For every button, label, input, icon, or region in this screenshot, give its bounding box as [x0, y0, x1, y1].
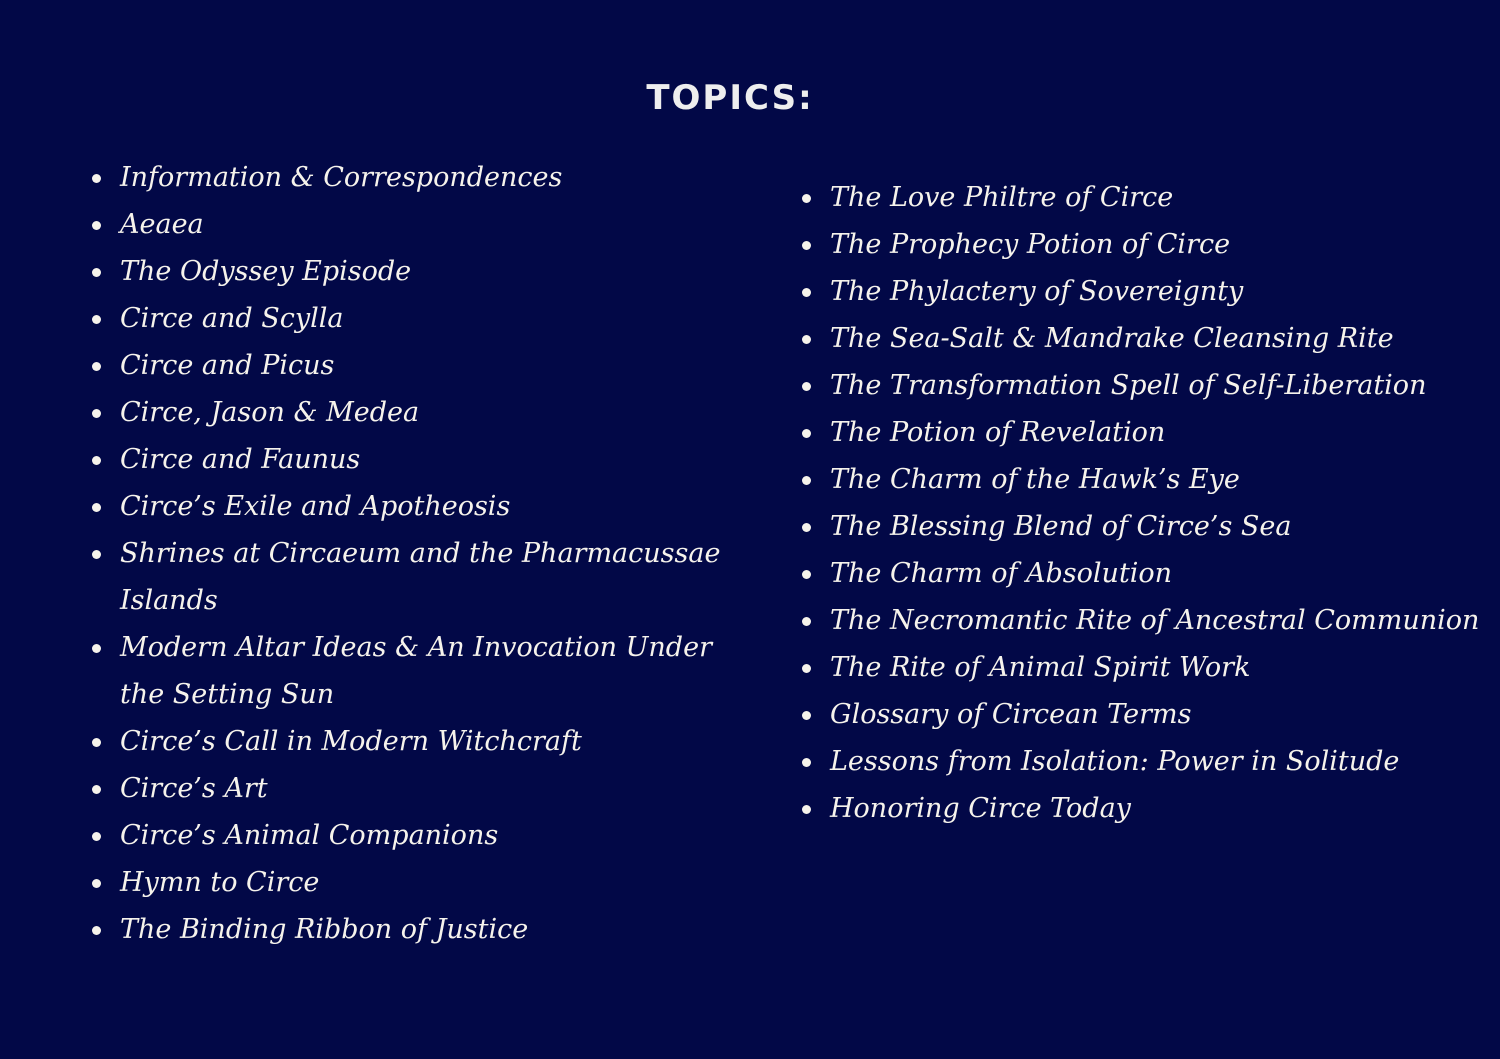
list-item: The Love Philtre of Circe: [802, 174, 1482, 221]
list-item: The Sea-Salt & Mandrake Cleansing Rite: [802, 315, 1482, 362]
list-item: The Binding Ribbon of Justice: [92, 906, 732, 953]
list-item: The Charm of the Hawk’s Eye: [802, 456, 1482, 503]
topics-list-right: [802, 174, 1482, 832]
list-item: The Phylactery of Sovereignty: [802, 268, 1482, 315]
list-item: Shrines at Circaeum and the Pharmacussae Islands: [92, 530, 732, 624]
list-item: The Blessing Blend of Circe’s Sea: [802, 503, 1482, 550]
list-item: The Necromantic Rite of Ancestral Communion: [802, 597, 1482, 644]
list-item: The Odyssey Episode: [92, 248, 732, 295]
list-item: Information & Correspondences: [92, 154, 732, 201]
list-item: Circe’s Animal Companions: [92, 812, 732, 859]
list-item: Circe, Jason & Medea: [92, 389, 732, 436]
list-item: Circe and Picus: [92, 342, 732, 389]
list-item: Aeaea: [92, 201, 732, 248]
list-item: Circe’s Exile and Apotheosis: [92, 483, 732, 530]
list-item: The Charm of Absolution: [802, 550, 1482, 597]
topics-heading: TOPICS:: [646, 78, 814, 118]
list-item: The Potion of Revelation: [802, 409, 1482, 456]
list-item: The Rite of Animal Spirit Work: [802, 644, 1482, 691]
list-item: Glossary of Circean Terms: [802, 691, 1482, 738]
list-item: Circe’s Call in Modern Witchcraft: [92, 718, 732, 765]
list-item: Modern Altar Ideas & An Invocation Under the Setting Sun: [92, 624, 732, 718]
list-item: The Transformation Spell of Self-Liberation: [802, 362, 1482, 409]
list-item: Circe and Faunus: [92, 436, 732, 483]
list-item: Honoring Circe Today: [802, 785, 1482, 832]
list-item: Lessons from Isolation: Power in Solitude: [802, 738, 1482, 785]
list-item: Circe’s Art: [92, 765, 732, 812]
topics-list-left: [92, 154, 732, 953]
list-item: Circe and Scylla: [92, 295, 732, 342]
list-item: The Prophecy Potion of Circe: [802, 221, 1482, 268]
list-item: Hymn to Circe: [92, 859, 732, 906]
